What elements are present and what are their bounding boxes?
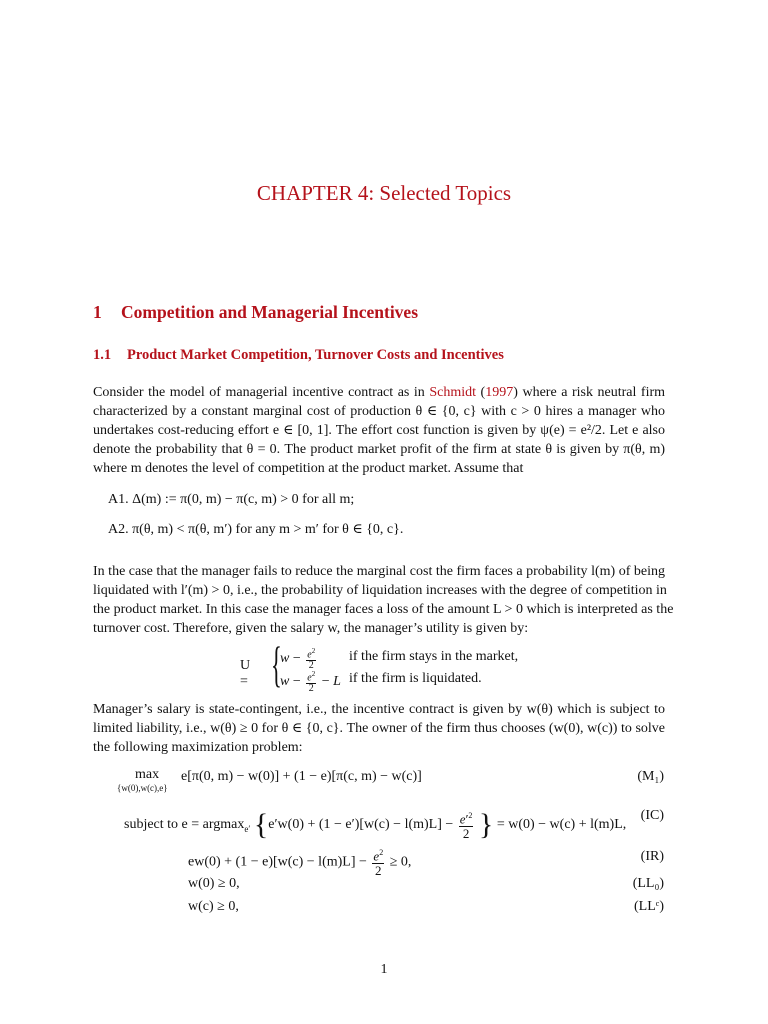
- citation-author-link[interactable]: Schmidt: [429, 385, 477, 400]
- max-subscript: {w(0),w(c),e}: [117, 783, 168, 793]
- paragraph-3: [93, 700, 665, 757]
- paragraph-line: denote the probability that θ = 0. The product market profit of the firm at state θ is given by π(θ, m): [93, 442, 665, 457]
- utility-case-2-condition: if the firm is liquidated.: [349, 671, 482, 686]
- paragraph-line: characterized by a constant marginal cost of production θ ∈ {0, c} with c > 0 hires a manager who: [93, 404, 665, 419]
- chapter-title: CHAPTER 4: Selected Topics: [256, 181, 512, 205]
- section-heading: [93, 302, 418, 323]
- page-number: 1: [380, 962, 388, 977]
- assumption-a1: A1. Δ(m) := π(0, m) − π(c, m) > 0 for all m;: [108, 492, 355, 507]
- subsection-heading: [93, 347, 504, 364]
- paragraph-line: liquidated with l′(m) > 0, i.e., the probability of liquidation increases with the degree of competition in: [93, 583, 667, 598]
- ic-constraint: subject to e = argmax$_{e'}$ {e′w(0) + (1 − e′)[w(c) − l(m)L] − $\frac{e'^2}{2}$ } = w(0) − w(c) + l(m)L,: [124, 808, 627, 841]
- paragraph-1: [93, 383, 665, 478]
- paragraph-line: turnover cost. Therefore, given the salary w, the manager’s utility is given by:: [93, 621, 529, 636]
- tag-ll0: (LL₀): [632, 876, 664, 891]
- utility-lhs: U =: [240, 658, 251, 689]
- objective-function: e[π(0, m) − w(0)] + (1 − e)[π(c, m) − w(c)]: [181, 769, 422, 784]
- paragraph-2: [93, 562, 674, 638]
- left-brace: {: [271, 636, 282, 692]
- paragraph-line: Consider the model of managerial incentive contract as in Schmidt (1997) where a risk neutral firm: [93, 385, 666, 400]
- paragraph-line: the following maximization problem:: [93, 740, 303, 755]
- tag-m1: (M₁): [637, 769, 664, 784]
- paragraph-line: limited liability, i.e., w(θ) ≥ 0 for θ ∈ {0, c}. The owner of the firm thus chooses (w(0), w(c)) to solve: [93, 721, 665, 736]
- paragraph-line: Manager’s salary is state-contingent, i.e., the incentive contract is given by w(θ) which is subject to: [93, 702, 665, 717]
- subsection-title: Product Market Competition, Turnover Costs and Incentives: [127, 347, 504, 363]
- citation-year-link[interactable]: 1997: [485, 385, 514, 400]
- tag-ir: (IR): [640, 849, 664, 864]
- utility-case-2-expr: w − $\frac{e^2}{2}$ − L: [280, 670, 341, 695]
- paragraph-line: the product market. In this case the manager faces a loss of the amount L > 0 which is interpreted as the: [93, 602, 674, 617]
- paragraph-line: undertakes cost-reducing effort e ∈ [0, 1]. The effort cost function is given by ψ(e) = e²/2. Let e also: [93, 423, 665, 438]
- assumption-a2: A2. π(θ, m) < π(θ, m′) for any m > m′ for θ ∈ {0, c}.: [108, 522, 404, 537]
- section-number: 1: [93, 302, 102, 322]
- ir-constraint: ew(0) + (1 − e)[w(c) − l(m)L] − $\frac{e^2}{2}$ ≥ 0,: [188, 848, 412, 879]
- subsection-number: 1.1: [93, 347, 112, 363]
- paragraph-line: In the case that the manager fails to reduce the marginal cost the firm faces a probability l(m) of being: [93, 564, 665, 579]
- section-title: Competition and Managerial Incentives: [121, 302, 419, 322]
- llc-constraint: w(c) ≥ 0,: [188, 899, 239, 914]
- ll0-constraint: w(0) ≥ 0,: [188, 876, 240, 891]
- utility-case-1-condition: if the firm stays in the market,: [349, 649, 519, 664]
- max-operator: max: [135, 767, 160, 782]
- tag-llc: (LLᶜ): [633, 899, 664, 914]
- utility-case-1-expr: w − $\frac{e^2}{2}$: [280, 647, 316, 672]
- paragraph-line: where m denotes the level of competition at the product market. Assume that: [93, 461, 524, 476]
- tag-ic: (IC): [640, 808, 664, 823]
